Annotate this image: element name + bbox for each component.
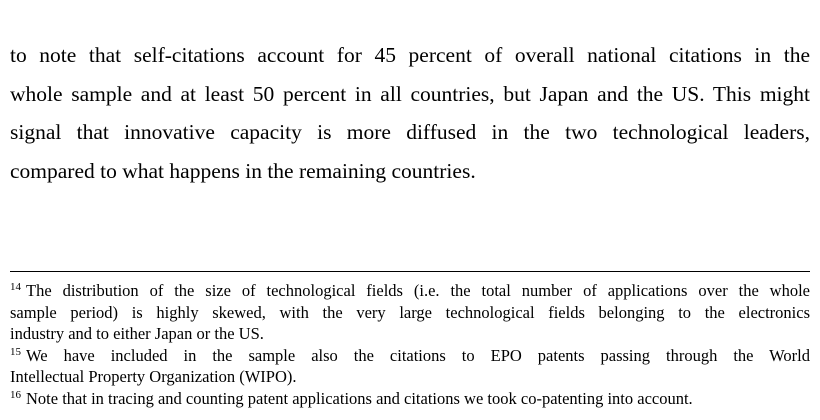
footnote-text: The distribution of the size of technological fields (i.e. the total number of applications over the whole <box>26 281 810 300</box>
footnote-line: industry and to either Japan or the US. <box>10 324 264 343</box>
body-paragraph <box>10 36 810 190</box>
footnote-line <box>10 388 810 410</box>
footnote-14 <box>10 280 810 345</box>
footnote-marker: 16 <box>10 388 21 401</box>
body-line: whole sample and at least 50 percent in all countries, but Japan and the US. This might <box>10 81 810 106</box>
footnote-16 <box>10 388 810 410</box>
footnote-line: Intellectual Property Organization (WIPO). <box>10 367 297 386</box>
footnote-line <box>10 345 810 367</box>
body-line: to note that self-citations account for 45 percent of overall national citations in the <box>10 43 810 67</box>
body-line: signal that innovative capacity is more diffused in the two technological leaders, <box>10 120 810 144</box>
footnote-15 <box>10 345 810 388</box>
footnote-line <box>10 280 810 302</box>
footnote-line: sample period) is highly skewed, with the very large technological fields belonging to the electronics <box>10 302 810 322</box>
footnote-text: We have included in the sample also the citations to EPO patents passing through the World <box>26 345 810 365</box>
footnote-text: Note that in tracing and counting patent applications and citations we took co-patenting into account. <box>26 388 693 408</box>
footnote-marker: 14 <box>10 281 21 293</box>
footnotes <box>10 280 810 409</box>
footnote-separator <box>10 271 810 272</box>
footnote-marker: 15 <box>10 345 21 358</box>
body-line: compared to what happens in the remaining countries. <box>10 158 476 183</box>
